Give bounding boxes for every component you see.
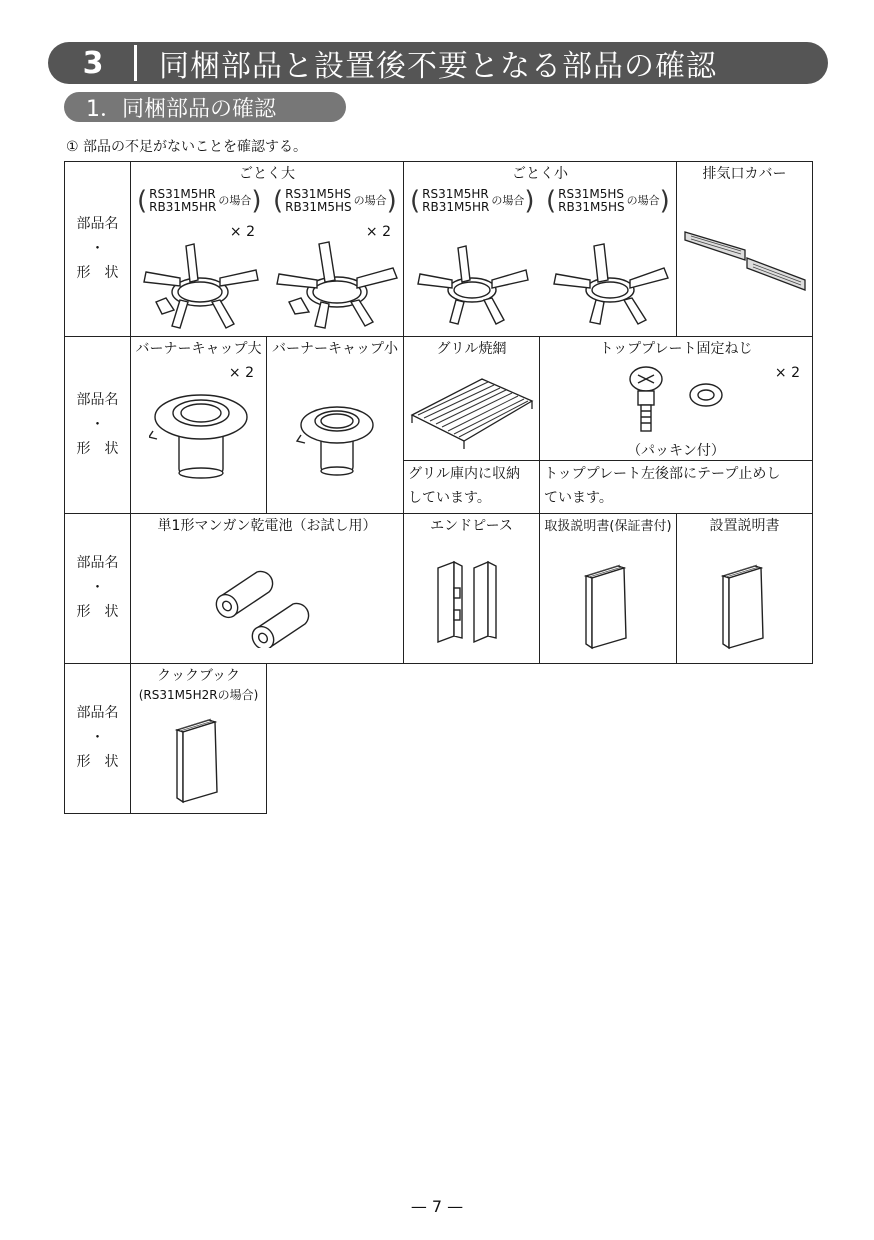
gotoku-large-cell bbox=[131, 162, 404, 337]
quantity-label: × 2 bbox=[229, 224, 255, 240]
exhaust-cover-label: 排気口カバー bbox=[702, 166, 787, 182]
table-row bbox=[65, 663, 813, 813]
burner-cap-small-cell bbox=[267, 337, 404, 514]
chapter-number: 3 bbox=[82, 45, 104, 81]
end-piece-cell bbox=[404, 513, 540, 663]
instruction-note: ① 部品の不足がないことを確認する。 bbox=[66, 139, 307, 155]
grill-storage-note: グリル庫内に収納 しています。 bbox=[404, 461, 540, 514]
quantity-label: × 2 bbox=[365, 224, 391, 240]
page-number: — 7 — bbox=[410, 1197, 464, 1216]
install-manual-label: 設置説明書 bbox=[709, 517, 780, 534]
cookbook-book-icon bbox=[171, 716, 231, 808]
chapter-title: 同梱部品と設置後不要となる部品の確認 bbox=[159, 49, 717, 84]
cookbook-cell bbox=[131, 663, 267, 813]
gotoku-large-hs-illustration bbox=[273, 240, 399, 330]
row-header: 部品名 ・ 形 状 bbox=[65, 162, 131, 337]
row-header: 部品名 ・ 形 状 bbox=[65, 513, 131, 663]
battery-cell bbox=[131, 513, 404, 663]
gotoku-small-hr-illustration bbox=[412, 240, 532, 328]
screw-illustration bbox=[624, 363, 734, 439]
cookbook-label: クックブック bbox=[156, 667, 241, 684]
row-header: 部品名 ・ 形 状 bbox=[65, 663, 131, 813]
manual-cell bbox=[540, 513, 677, 663]
burner-cap-small-label: バーナーキャップ小 bbox=[272, 341, 398, 357]
exhaust-cover-cell bbox=[677, 162, 813, 337]
section-title: 1．同梱部品の確認 bbox=[64, 92, 346, 122]
battery-label: 単1形マンガン乾電池（お試し用） bbox=[157, 517, 377, 534]
chapter-divider bbox=[134, 45, 137, 81]
model-note-hr: ( RS31M5HR RB31M5HR の場合 ) bbox=[410, 186, 535, 216]
gotoku-large-label: ごとく大 bbox=[239, 166, 295, 182]
cookbook-note: (RS31M5H2Rの場合) bbox=[138, 687, 259, 702]
screw-label: トッププレート固定ねじ bbox=[599, 341, 753, 357]
end-piece-illustration bbox=[434, 558, 510, 648]
gotoku-small-hs-illustration bbox=[550, 240, 670, 328]
burner-cap-large-illustration bbox=[149, 389, 253, 481]
exhaust-cover-illustration bbox=[681, 218, 809, 298]
model-note-hs: ( RS31M5HS RB31M5HS の場合 ) bbox=[273, 186, 397, 216]
manual-label: 取扱説明書(保証書付) bbox=[544, 518, 672, 534]
table-row bbox=[65, 162, 813, 337]
chapter-header bbox=[48, 42, 828, 84]
model-note-hs: ( RS31M5HS RB31M5HS の場合 ) bbox=[546, 186, 670, 216]
model-note-hr: ( RS31M5HR RB31M5HR の場合 ) bbox=[137, 186, 262, 216]
burner-cap-large-label: バーナーキャップ大 bbox=[135, 341, 262, 357]
burner-cap-large-cell bbox=[131, 337, 267, 514]
parts-table bbox=[64, 161, 813, 814]
screw-cell bbox=[540, 337, 813, 461]
install-manual-book-icon bbox=[717, 562, 777, 652]
gotoku-large-hr-illustration bbox=[136, 240, 262, 330]
quantity-label: × 2 bbox=[774, 365, 800, 381]
install-manual-cell bbox=[677, 513, 813, 663]
manual-book-icon bbox=[580, 562, 640, 652]
table-row bbox=[65, 513, 813, 663]
grill-net-cell bbox=[404, 337, 540, 461]
packing-note: （パッキン付） bbox=[627, 443, 725, 459]
gotoku-small-label: ごとく小 bbox=[512, 166, 568, 182]
battery-illustration bbox=[211, 558, 331, 648]
table-row bbox=[65, 337, 813, 461]
burner-cap-small-illustration bbox=[295, 399, 379, 479]
gotoku-small-cell bbox=[404, 162, 677, 337]
grill-net-illustration bbox=[408, 371, 536, 451]
screw-location-note: トッププレート左後部にテープ止めし ています。 bbox=[540, 461, 813, 514]
row-header: 部品名 ・ 形 状 bbox=[65, 337, 131, 514]
empty-area bbox=[267, 663, 813, 813]
quantity-label: × 2 bbox=[228, 365, 254, 381]
grill-net-label: グリル焼網 bbox=[436, 341, 507, 357]
end-piece-label: エンドピース bbox=[430, 517, 513, 534]
